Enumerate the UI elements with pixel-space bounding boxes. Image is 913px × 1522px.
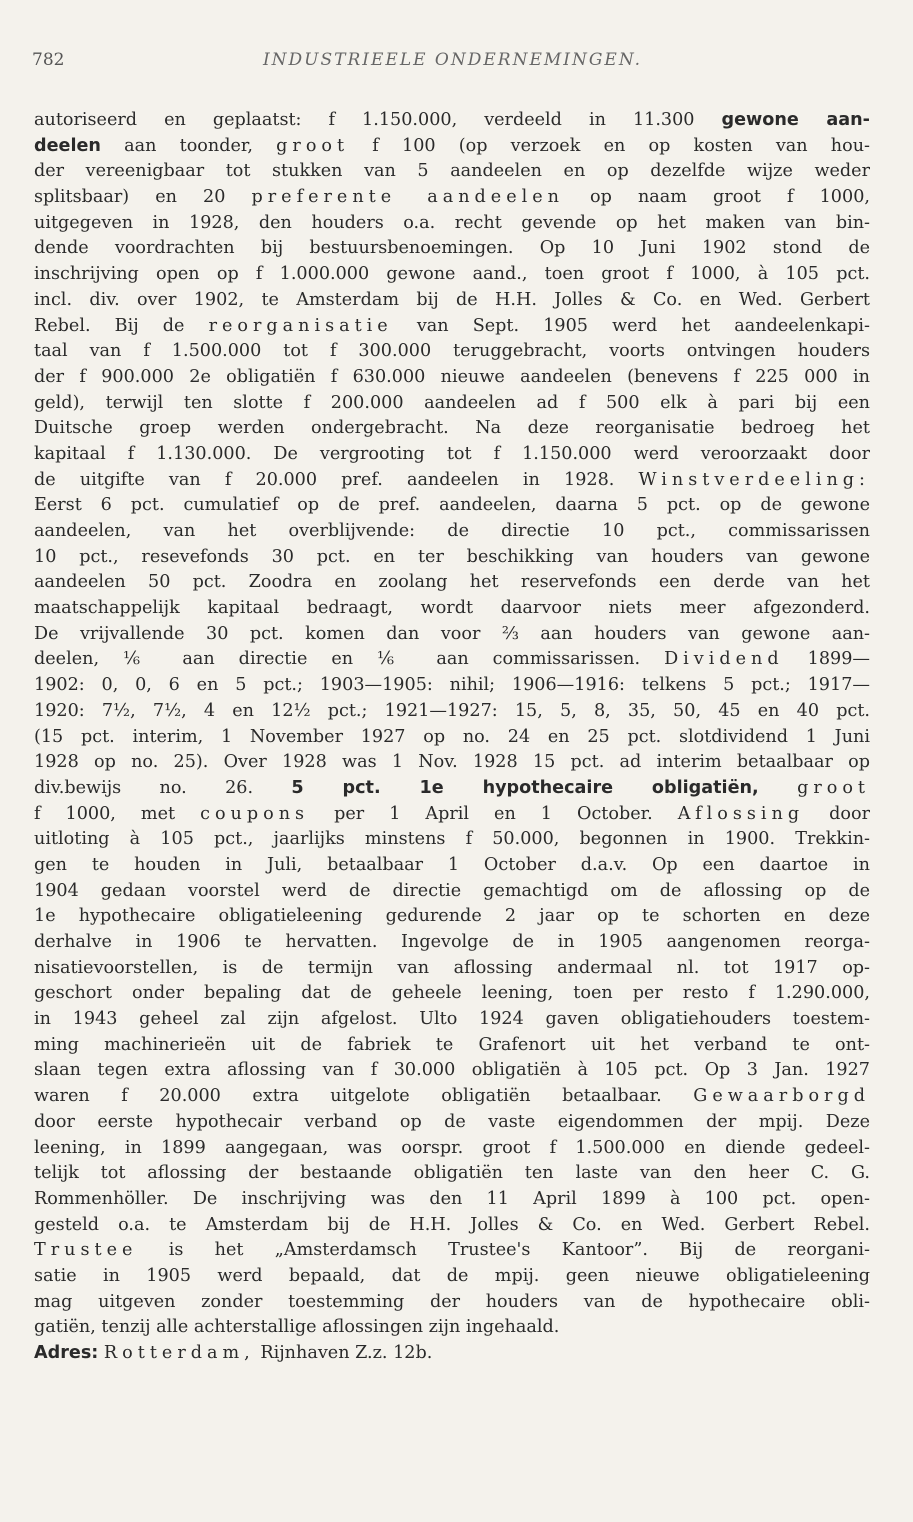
text-line: [34, 159, 870, 185]
text-segment: mag uitgeven zonder toestemming der houders van de hypothecaire obli-: [34, 1291, 870, 1312]
text-segment: satie in 1905 werd bepaald, dat de mpij. geen nieuwe obligatieleening: [34, 1265, 870, 1286]
text-segment: Eerst 6 pct. cumulatief op de pref. aandeelen, daarna 5 pct. op de gewone: [34, 495, 870, 516]
text-line: [34, 134, 870, 160]
text-line: [34, 879, 870, 905]
text-segment: derhalve in 1906 te hervatten. Ingevolge de in 1905 aangenomen reorga-: [34, 932, 870, 952]
text-line: [34, 314, 870, 340]
text-segment: uitgegeven in 1928, den houders o.a. recht gevende op het maken van bin-: [34, 212, 870, 233]
text-segment: telijk tot aflossing der bestaande obligatiën ten laste van den heer C. G.: [34, 1163, 870, 1184]
text-segment: inschrijving open op f 1.000.000 gewone aand., toen groot f 1000, à 105 pct.: [34, 264, 870, 285]
text-segment: nisatievoorstellen, is de termijn van aflossing andermaal nl. tot 1917 op-: [34, 957, 870, 978]
text-line: [34, 416, 870, 442]
text-segment: Dividend: [664, 649, 784, 670]
text-segment: der f 900.000 2e obligatiën f 630.000 nieuwe aandeelen (benevens f 225 000 in: [34, 366, 870, 387]
text-segment: door: [804, 803, 870, 824]
text-segment: de uitgifte van f 20.000 pref. aandeelen in 1928.: [34, 469, 639, 490]
text-segment: ming machinerieën uit de fabriek te Grafenort uit het verband te ont-: [34, 1034, 870, 1055]
text-line: [34, 1058, 870, 1084]
text-segment: Rebel. Bij de: [34, 315, 209, 336]
text-segment: leening, in 1899 aangegaan, was oorspr. groot f 1.500.000 en diende gedeel-: [34, 1137, 870, 1158]
text-line: [34, 802, 870, 828]
text-line: [34, 956, 870, 982]
text-segment: splitsbaar) en 20: [34, 187, 252, 208]
text-segment: Gewaarborgd: [693, 1086, 870, 1107]
text-segment: gesteld o.a. te Amsterdam bij de H.H. Jolles & Co. en Wed. Gerbert Rebel.: [34, 1214, 870, 1235]
text-line: [34, 1341, 870, 1367]
text-segment: aandeelen, van het overblijvende: de directie 10 pct., commissarissen: [34, 521, 870, 541]
text-segment: 10 pct., resevefonds 30 pct. en ter beschikking van houders van gewone: [34, 546, 870, 567]
text-line: [34, 391, 870, 417]
text-segment: in 1943 geheel zal zijn afgelost. Ulto 1924 gaven obligatiehouders toestem-: [34, 1009, 870, 1030]
text-segment: gatiën, tenzij alle achterstallige aflossingen zijn ingehaald.: [34, 1317, 560, 1338]
text-line: [34, 1110, 870, 1136]
text-segment: deelen: [34, 135, 101, 156]
text-segment: 1902: 0, 0, 6 en 5 pct.; 1903—1905: nihil; 1906—1916: telkens 5 pct.; 1917—: [34, 675, 870, 696]
text-segment: Rommenhöller. De inschrijving was den 11 April 1899 à 100 pct. open-: [34, 1188, 870, 1209]
text-line: [34, 211, 870, 237]
text-segment: per 1 April en 1 October.: [309, 803, 678, 824]
text-line: [34, 776, 870, 802]
text-segment: Adres:: [34, 1343, 99, 1363]
text-line: [34, 545, 870, 571]
text-line: [34, 904, 870, 930]
text-segment: kapitaal f 1.130.000. De vergrooting tot f 1.150.000 werd veroorzaakt door: [34, 443, 870, 464]
text-segment: geschort onder bepaling dat de geheele leening, toen per resto f 1.290.000,: [34, 983, 870, 1004]
text-segment: 5 pct. 1e hypothecaire obligatiën,: [291, 777, 759, 798]
text-line: [34, 647, 870, 673]
text-segment: (15 pct. interim, 1 November 1927 op no. 24 en 25 pct. slotdividend 1 Juni: [34, 726, 870, 747]
text-segment: Rijnhaven Z.z. 12b.: [254, 1343, 433, 1363]
text-line: [34, 108, 870, 134]
running-title: INDUSTRIEELE ONDERNEMINGEN.: [262, 50, 643, 70]
text-segment: slaan tegen extra aflossing van f 30.000 obligatiën à 105 pct. Op 3 Jan. 1927: [34, 1060, 870, 1081]
text-segment: aan toonder,: [100, 135, 277, 156]
text-segment: gewone aan-: [721, 110, 870, 130]
text-segment: reorganisatie: [208, 315, 393, 336]
text-segment: Duitsche groep werden ondergebracht. Na deze reorganisatie bedroeg het: [34, 418, 870, 439]
text-segment: autoriseerd en geplaatst: f 1.150.000, verdeeld in 11.300: [34, 110, 722, 130]
text-line: [34, 519, 870, 545]
text-segment: gen te houden in Juli, betaalbaar 1 October d.a.v. Op een daartoe in: [34, 854, 870, 875]
text-segment: f 1000, met: [34, 803, 201, 824]
text-line: [34, 365, 870, 391]
text-segment: uitloting à 105 pct., jaarlijks minstens f 50.000, begonnen in 1900. Trekkin-: [34, 829, 870, 850]
text-line: [34, 493, 870, 519]
text-segment: taal van f 1.500.000 tot f 300.000 teruggebracht, voorts ontvingen houders: [34, 341, 870, 362]
text-segment: preferente aandeelen: [251, 187, 564, 208]
text-line: [34, 596, 870, 622]
text-segment: groot: [276, 135, 350, 156]
text-line: [34, 853, 870, 879]
text-segment: [759, 778, 797, 798]
text-line: [34, 930, 870, 956]
text-line: [34, 570, 870, 596]
text-line: [34, 1213, 870, 1239]
text-segment: geld), terwijl ten slotte f 200.000 aandeelen ad f 500 elk à pari bij een: [34, 392, 870, 413]
page-header: [32, 50, 873, 76]
text-segment: Rotterdam,: [103, 1343, 255, 1363]
text-line: [34, 981, 870, 1007]
text-segment: De vrijvallende 30 pct. komen dan voor ⅔ aan houders van gewone aan-: [34, 623, 870, 644]
text-segment: der vereenigbaar tot stukken van 5 aandeelen en op dezelfde wijze weder: [34, 161, 870, 182]
text-segment: Trustee: [34, 1240, 138, 1261]
text-line: [34, 673, 870, 699]
text-segment: Aflossing: [677, 803, 805, 824]
text-segment: op naam groot f 1000,: [563, 187, 870, 208]
text-segment: maatschappelijk kapitaal bedraagt, wordt daarvoor niets meer afgezonderd.: [34, 598, 870, 619]
page-number: 782: [32, 50, 65, 70]
text-line: [34, 442, 870, 468]
body-text: [34, 108, 870, 1367]
text-segment: incl. div. over 1902, te Amsterdam bij de H.H. Jolles & Co. en Wed. Gerbert: [34, 289, 870, 310]
text-line: [34, 699, 870, 725]
text-line: [34, 1161, 870, 1187]
text-segment: 1e hypothecaire obligatieleening gedurende 2 jaar op te schorten en deze: [34, 906, 870, 927]
text-line: [34, 288, 870, 314]
text-segment: van Sept. 1905 werd het aandeelenkapi-: [392, 315, 870, 336]
text-line: [34, 827, 870, 853]
text-segment: waren f 20.000 extra uitgelote obligatiën betaalbaar.: [34, 1086, 694, 1107]
text-segment: aandeelen 50 pct. Zoodra en zoolang het reservefonds een derde van het: [34, 572, 870, 593]
text-line: [34, 1238, 870, 1264]
text-line: [34, 725, 870, 751]
text-line: [34, 1007, 870, 1033]
text-line: [34, 185, 870, 211]
text-segment: dende voordrachten bij bestuursbenoemingen. Op 10 Juni 1902 stond de: [34, 238, 870, 259]
text-line: [34, 1264, 870, 1290]
text-line: [34, 262, 870, 288]
text-segment: is het „Amsterdamsch Trustee's Kantoor”. Bij de reorgani-: [137, 1240, 870, 1261]
text-segment: door eerste hypothecair verband op de vaste eigendommen der mpij. Deze: [34, 1111, 870, 1132]
text-line: [34, 1315, 870, 1341]
text-segment: f 100 (op verzoek en op kosten van hou-: [349, 135, 870, 156]
text-segment: 1904 gedaan voorstel werd de directie gemachtigd om de aflossing op de: [34, 880, 870, 901]
text-segment: Winstverdeeling:: [638, 469, 870, 490]
text-line: [34, 1033, 870, 1059]
text-line: [34, 750, 870, 776]
text-line: [34, 1084, 870, 1110]
text-segment: 1928 op no. 25). Over 1928 was 1 Nov. 1928 15 pct. ad interim betaalbaar op: [34, 752, 870, 773]
text-segment: 1899—: [783, 649, 870, 670]
text-line: [34, 1187, 870, 1213]
text-segment: groot: [797, 777, 870, 798]
text-segment: coupons: [200, 803, 310, 824]
text-line: [34, 1290, 870, 1316]
text-line: [34, 622, 870, 648]
text-line: [34, 468, 870, 494]
text-segment: 1920: 7½, 7½, 4 en 12½ pct.; 1921—1927: 15, 5, 8, 35, 50, 45 en 40 pct.: [34, 700, 870, 721]
text-segment: deelen, ⅙ aan directie en ⅙ aan commissarissen.: [34, 649, 665, 670]
text-line: [34, 236, 870, 262]
text-line: [34, 339, 870, 365]
text-segment: div.bewijs no. 26.: [34, 777, 292, 798]
text-line: [34, 1136, 870, 1162]
